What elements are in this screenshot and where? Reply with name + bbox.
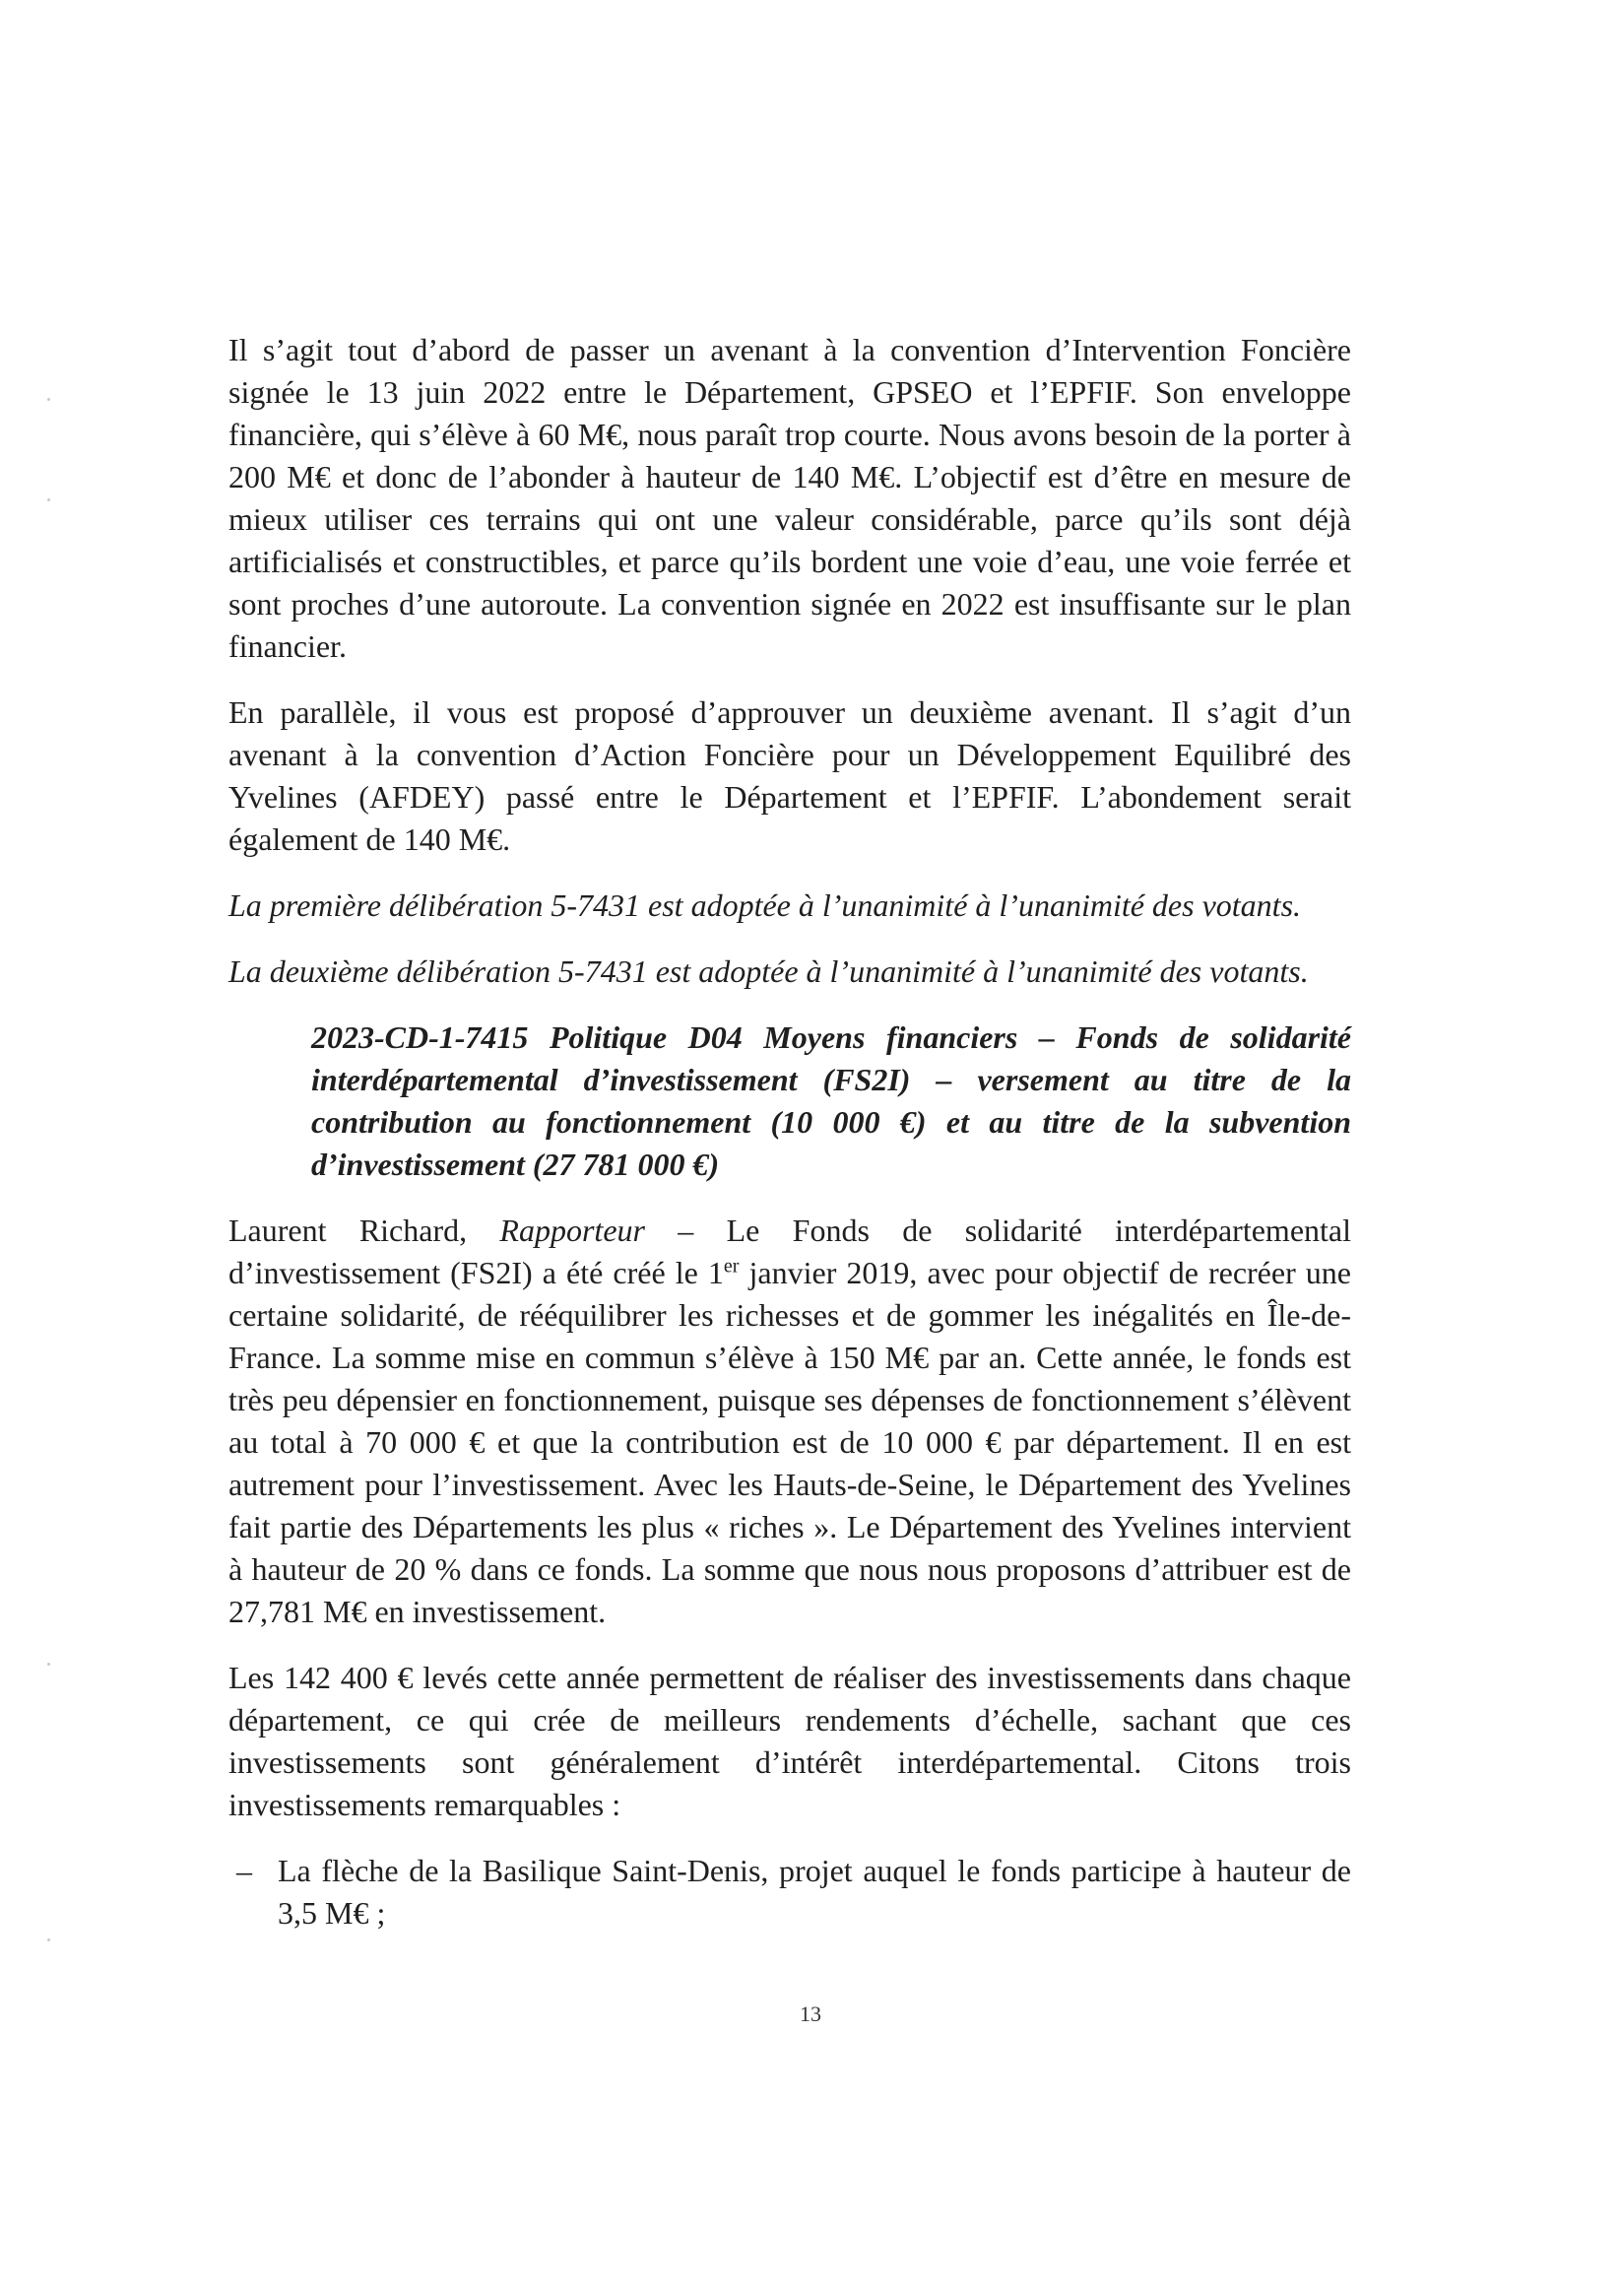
paragraph-investments: Les 142 400 € levés cette année permettent de réaliser des investissements dans chaque département, ce qui crée de meilleurs rendements d’échelle, sachant que ces investissements sont généralement d’intérêt interdépartemental. Citons trois investissements remarquables : [228, 1660, 1351, 1822]
scan-speck [47, 398, 50, 401]
paragraph-second-avenant: En parallèle, il vous est proposé d’approuver un deuxième avenant. Il s’agit d’un avenant à la convention d’Action Foncière pour un Développement Equilibré des Yvelines (AFDEY) passé entre le Département et l’EPFIF. L’abondement serait également de 140 M€. [228, 694, 1351, 857]
speaker-role: Rapporteur [499, 1213, 645, 1248]
scan-speck [47, 498, 50, 501]
scan-speck [47, 1663, 50, 1666]
ordinal-superscript: er [723, 1255, 740, 1278]
deliberation-result-second: La deuxième délibération 5-7431 est adoptée à l’unanimité à l’unanimité des votants. [228, 953, 1309, 989]
deliberation-result-first: La première délibération 5-7431 est adoptée à l’unanimité à l’unanimité des votants. [228, 887, 1302, 923]
page-number: 13 [800, 2001, 821, 2026]
paragraph-intervention-fonciere: Il s’agit tout d’abord de passer un avenant à la convention d’Intervention Foncière signée le 13 juin 2022 entre le Département, GPSEO et l’EPFIF. Son enveloppe financière, qui s’élève à 60 M€, nous paraît trop courte. Nous avons besoin de la porter à 200 M€ et donc de l’abonder à hauteur de 140 M€. L’objectif est d’être en mesure de mieux utiliser ces terrains qui ont une valeur considérable, parce qu’ils sont déjà artificialisés et constructibles, et parce qu’ils bordent une voie d’eau, une voie ferrée et sont proches d’une autoroute. La convention signée en 2022 est insuffisante sur le plan financier. [228, 332, 1351, 664]
agenda-item-heading: 2023-CD-1-7415 Politique D04 Moyens financiers – Fonds de solidarité interdépartemental d’investissement (FS2I) – versement au titre de la contribution au fonctionnement (10 000 €) et au titre de la subvention d’investissement (27 781 000 €) [311, 1019, 1351, 1182]
paragraph-text: janvier 2019, avec pour objectif de recréer une certaine solidarité, de rééquilibrer les richesses et de gommer les inégalités en Île-de-France. La somme mise en commun s’élève à 150 M€ par an. Cette année, le fonds est très peu dépensier en fonctionnement, puisque ses dépenses de fonctionnement s’élèvent au total à 70 000 € et que la contribution est de 10 000 € par département. Il en est autrement pour l’investissement. Avec les Hauts-de-Seine, le Département des Yvelines fait partie des Départements les plus « riches ». Le Département des Yvelines intervient à hauteur de 20 % dans ce fonds. La somme que nous nous proposons d’attribuer est de 27,781 M€ en investissement. [228, 1255, 1352, 1629]
paragraph-text: – Le Fonds de solidarité interdépartemental d’investissement (FS2I) a été créé le 1 [228, 1213, 1351, 1290]
list-item-text: La flèche de la Basilique Saint-Denis, projet auquel le fonds participe à hauteur de 3,5 M€ ; [278, 1853, 1351, 1931]
speaker-name: Laurent Richard, [228, 1213, 500, 1248]
paragraph-rapporteur-fs2i [228, 1210, 1351, 1633]
document-body [228, 329, 1351, 1935]
scan-speck [47, 1938, 50, 1941]
dash-bullet: – [236, 1853, 252, 1888]
list-item [228, 1850, 1351, 1935]
